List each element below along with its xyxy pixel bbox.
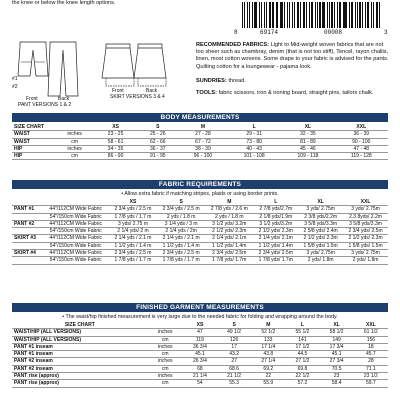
column-header: XXL [354, 322, 388, 329]
table-cell: inches [148, 358, 183, 365]
table-row [12, 220, 388, 227]
table-cell: SKIRT #4 [12, 250, 42, 257]
finished-measurements-table [12, 322, 388, 388]
table-row [12, 206, 388, 213]
table-cell: 27 1/2 [285, 358, 319, 365]
table-cell: 2 1/4 yds/ 2.1m [253, 235, 298, 242]
column-header: S [137, 124, 179, 131]
table-cell: 52 1/2 [251, 329, 285, 336]
tools-title: TOOLS: [196, 90, 218, 96]
column-header: M [179, 124, 227, 131]
column-header: SIZE CHART [12, 322, 148, 329]
table-row [12, 351, 388, 358]
table-cell: cm [148, 351, 183, 358]
table-cell: 58 1/2 [320, 329, 354, 336]
fabric-note [12, 191, 388, 197]
table-cell: 119 - 128 [335, 153, 388, 160]
table-cell: 43.2 [217, 351, 251, 358]
table-cell: 47 - 48 [335, 145, 388, 152]
barcode-bar [343, 2, 344, 28]
table-cell: 54"/150cm Wide Fabric [42, 242, 108, 249]
table-cell: cm [148, 365, 183, 372]
table-cell: 3 yds/ 2.75m [298, 250, 343, 257]
table-cell: 26 3/4 [183, 358, 217, 365]
barcode-bar [367, 2, 370, 28]
table-cell: 69.2 [251, 365, 285, 372]
table-cell: WAIST/HIP (ALL VERSIONS) [12, 329, 148, 336]
table-row [12, 343, 388, 350]
top-text: the knee or below the knee length options. [12, 0, 116, 6]
table-row [12, 365, 388, 372]
barcode-bar [362, 2, 363, 28]
pant-back-label: Back [58, 96, 70, 102]
table-cell: 1 5/8 yds/ 1.5m [298, 242, 343, 249]
table-cell: 3 1/4 yds / 3 m [157, 220, 205, 227]
table-row [12, 228, 388, 235]
table-cell: 47 [183, 329, 217, 336]
table-cell: WAIST [12, 131, 55, 138]
barcode-bar [344, 2, 347, 28]
table-cell: 1 7/8 yds / 1.7 m [157, 257, 205, 264]
garment-illustration [12, 38, 192, 108]
finished-note [12, 314, 388, 320]
table-cell: PANT rise (approx) [12, 380, 148, 387]
table-row [12, 358, 388, 365]
table-cell: 29 - 31 [227, 131, 281, 138]
column-header: XL [320, 322, 354, 329]
barcode [234, 2, 388, 38]
table-row [12, 250, 388, 257]
table-cell: 54"/150cm Wide Fabric [42, 257, 108, 264]
barcode-bar [303, 2, 306, 28]
column-header: L [253, 199, 298, 206]
table-cell: 109 - 118 [281, 153, 334, 160]
table-cell: 3 5/8 yds/3.3m [298, 220, 343, 227]
barcode-bar [379, 2, 380, 28]
table-cell: 2 yds / 1.8 m [157, 213, 205, 220]
table-cell: 44.5 [285, 351, 319, 358]
table-cell: cm [148, 380, 183, 387]
column-header: XL [298, 199, 343, 206]
barcode-bar [261, 2, 263, 28]
column-header: XXL [343, 199, 388, 206]
table-cell [12, 257, 42, 264]
barcode-bar [319, 2, 321, 28]
garment-drawing [12, 38, 192, 108]
table-cell: 27 - 28 [179, 131, 227, 138]
table-cell: 59.7 [354, 380, 388, 387]
table-cell: 17 3/4 [320, 343, 354, 350]
fabrics-text: Light to Mid-weight woven fabrics that are not too sheer such as chambray, denim (that is not too stiff), Tencel, rayon challis, linen, most cotton wovens. Some drape to your fabric is advised for the pants. Quilting cotton for a loungewear - pajama look. [196, 42, 389, 70]
table-cell: 36 3/4 [183, 343, 217, 350]
table-row [12, 329, 388, 336]
table-cell: 2 3/4 yds / 2.5 m [109, 250, 157, 257]
column-header: L [227, 124, 281, 131]
table-cell: 54"/150cm Wide Fabric [42, 213, 108, 220]
table-cell: 1 1/2 yds/ 1.4m [253, 242, 298, 249]
barcode-bar [269, 2, 271, 28]
barcode-bar [331, 2, 333, 28]
pant-front-label: Front [26, 96, 38, 102]
sundries [196, 78, 392, 85]
table-cell: 2 3/4 yds/ 2.5m [253, 250, 298, 257]
sundries-text: thread. [228, 78, 246, 84]
table-cell: 1 1/2 yds / 1.4 m [109, 242, 157, 249]
table-cell: 2.3 8yds/ 2.2m [343, 213, 388, 220]
table-cell: 3 yds/ 2.75m [343, 250, 388, 257]
table-cell: 18 [354, 343, 388, 350]
table-row [12, 145, 388, 152]
barcode-bar [373, 2, 374, 28]
table-cell: 17 1/2 [285, 343, 319, 350]
body-measurements-title: BODY MEASUREMENTS [12, 113, 388, 122]
column-header [12, 199, 109, 206]
tools [196, 90, 392, 97]
fabric-note-text: Allow extra fabric if matching stripes, plaids or using border prints. [124, 191, 279, 197]
table-cell: 55 1/2 [285, 329, 319, 336]
table-cell: 25 - 26 [137, 131, 179, 138]
table-cell: 90 - 100 [335, 138, 388, 145]
pant-caption: PANT VERSIONS 1 & 2 [18, 102, 72, 108]
table-cell: 38 - 39 [179, 145, 227, 152]
table-cell: 70.5 [320, 365, 354, 372]
table-cell: 2 1/2 yds/ 2.3m [253, 228, 298, 235]
table-cell: 2 1/8 yds/1.9m [253, 213, 298, 220]
table-cell: PANT #2 inseam [12, 358, 148, 365]
table-cell: inches [55, 145, 95, 152]
table-cell: 156 [354, 336, 388, 343]
barcode-bar [294, 2, 295, 28]
table-cell: 21 1/4 [183, 373, 217, 380]
barcode-digit-right: 3 [384, 29, 388, 36]
table-cell: 2 3/4 yds/ 2.5m [205, 250, 253, 257]
column-header: XS [95, 124, 137, 131]
table-cell: 23 [320, 373, 354, 380]
table-cell: 2 1/2 yds/ 2.3m [343, 235, 388, 242]
table-cell: 119 [183, 336, 217, 343]
table-cell: 81 - 89 [281, 138, 334, 145]
table-cell: 101 - 108 [227, 153, 281, 160]
table-cell: 49 1/2 [217, 329, 251, 336]
column-header: XL [281, 124, 334, 131]
table-cell: PANT #2 [12, 220, 42, 227]
table-cell: 45.7 [354, 351, 388, 358]
table-cell: 45.1 [320, 351, 354, 358]
table-cell: 3 yds/ 2.75 m [109, 220, 157, 227]
barcode-bar [247, 2, 249, 28]
table-cell: PANT rise (approx) [12, 373, 148, 380]
table-cell: 2 1/4 yds / 2.1 m [157, 235, 205, 242]
finished-note-text: The waist/hip finished measurement is very large due to the needed fabric for folding and wrapping around the body. [65, 314, 338, 320]
table-cell: 149 [320, 336, 354, 343]
tools-text: fabric scissors, iron & ironing board, straight pins, tailors chalk. [218, 90, 374, 96]
table-cell: inches [148, 329, 183, 336]
bullet-icon: • [121, 191, 125, 197]
column-header: L [285, 322, 319, 329]
table-row [12, 380, 388, 387]
barcode-bar [357, 2, 358, 28]
barcode-bar [284, 2, 285, 28]
table-cell: 133 [251, 336, 285, 343]
barcode-bar [339, 2, 341, 28]
table-cell: 71.1 [354, 365, 388, 372]
table-row [12, 336, 388, 343]
table-cell [12, 213, 42, 220]
table-cell: WAIST [12, 138, 55, 145]
barcode-bar [292, 2, 293, 28]
barcode-bar [315, 2, 316, 28]
table-cell: 21 1/2 [217, 373, 251, 380]
table-cell: cm [55, 138, 95, 145]
table-cell: HIP [12, 145, 55, 152]
column-header [148, 322, 183, 329]
table-row [12, 153, 388, 160]
finished-measurements-title: FINISHED GARMENT MEASUREMENTS [12, 303, 388, 312]
table-cell: 17 1/4 [251, 343, 285, 350]
table-cell: 36 - 39 [335, 131, 388, 138]
table-cell: 54 [183, 380, 217, 387]
skirt-front-label: Front [112, 88, 124, 94]
table-cell: 1 1/2 yds / 1.4 m [157, 242, 205, 249]
table-cell: 2 1/4 yds/ 2.1m [205, 235, 253, 242]
table-cell: PANT #1 inseam [12, 351, 148, 358]
barcode-bar [349, 2, 350, 28]
table-cell: cm [148, 336, 183, 343]
barcode-bar [277, 2, 278, 28]
barcode-digits-1: 69174 [260, 29, 279, 36]
barcode-bar [334, 2, 335, 28]
table-cell: 67 - 72 [179, 138, 227, 145]
table-cell: PANT #2 inseam [12, 365, 148, 372]
table-cell: 54"/150cm Wide Fabric [42, 228, 108, 235]
barcode-bar [317, 2, 318, 28]
table-cell: 2 1/4 yds / 2m [157, 228, 205, 235]
barcode-bar [327, 2, 328, 28]
barcode-bar [351, 2, 353, 28]
barcode-bar [365, 2, 366, 28]
table-cell: 55.3 [217, 380, 251, 387]
table-cell: 22 [251, 373, 285, 380]
column-header: SIZE CHART [12, 124, 95, 131]
barcode-bar [244, 2, 245, 28]
barcode-bar [272, 2, 274, 28]
table-cell: 1 7/8 yds / 1.7 m [109, 213, 157, 220]
column-header: S [217, 322, 251, 329]
table-cell: 22 1/2 [285, 373, 319, 380]
table-row [12, 131, 388, 138]
barcode-bar [371, 2, 372, 28]
table-cell: 32 - 35 [281, 131, 334, 138]
fabric-requirements-table [12, 199, 388, 265]
table-cell: 34 - 35 [95, 145, 137, 152]
table-cell: 86 - 90 [95, 153, 137, 160]
table-cell: 91 - 95 [137, 153, 179, 160]
table-cell [12, 242, 42, 249]
table-row [12, 138, 388, 145]
barcode-bar [254, 2, 257, 28]
table-cell: 2 yds / 1.8 m [205, 213, 253, 220]
column-header: M [251, 322, 285, 329]
fabric-requirements-title: FABRIC REQUIREMENTS [12, 180, 388, 189]
table-cell: 55.9 [251, 380, 285, 387]
barcode-bar [297, 2, 299, 28]
barcode-bar [311, 2, 313, 28]
table-cell: PANT #1 [12, 206, 42, 213]
table-cell: inches [148, 343, 183, 350]
barcode-bar [376, 2, 378, 28]
table-cell: 2 yds/ 1.8m [343, 257, 388, 264]
barcode-digits-2: 00008 [324, 29, 343, 36]
sundries-title: SUNDRIES: [196, 78, 227, 84]
table-cell: 3 5/8 yds/3.3m [343, 220, 388, 227]
table-cell: 69.8 [285, 365, 319, 372]
table-cell: 44"/112CM Wide Fabric [42, 206, 108, 213]
table-cell: 2 1/4 yds / 2.1 m [109, 235, 157, 242]
table-cell: 3 yds/ 2.75m [298, 206, 343, 213]
barcode-bar [309, 2, 310, 28]
table-cell: 2 3/4 yds / 2.5 m [157, 250, 205, 257]
table-cell: 1 7/8 yds/ 1.7m [205, 257, 253, 264]
barcode-bar [355, 2, 356, 28]
table-cell: 1 5/8 yds/ 1.5m [343, 242, 388, 249]
table-cell: 2 3/4 yds/ 2.5m [343, 228, 388, 235]
table-cell: 2 1/4 yds/ 2 m [109, 228, 157, 235]
table-cell: SKIRT #3 [12, 235, 42, 242]
table-cell: 3 1/2 yds/ 3.2m [205, 220, 253, 227]
table-cell: 40 - 43 [227, 145, 281, 152]
table-cell: HIP [12, 153, 55, 160]
barcode-bar [249, 2, 250, 28]
table-cell: 27 3/4 [320, 358, 354, 365]
table-cell: 23 1/2 [354, 373, 388, 380]
column-header: M [205, 199, 253, 206]
table-cell: 57.2 [285, 380, 319, 387]
recommended-fabrics [196, 42, 392, 71]
barcode-bar [280, 2, 283, 28]
table-cell: WAIST/HIP (ALL VERSIONS) [12, 336, 148, 343]
barcode-bar [329, 2, 330, 28]
table-cell: 58 - 61 [95, 138, 137, 145]
table-cell: 2 5/8 yds/ 2.4m [298, 228, 343, 235]
barcode-digit-left: 8 [234, 29, 238, 36]
table-cell: 1 7/8 yds / 1.7 m [109, 257, 157, 264]
table-cell: 96 - 100 [179, 153, 227, 160]
barcode-bar [287, 2, 288, 28]
table-cell: 2 3/4 yds / 2.5 m [109, 206, 157, 213]
table-cell: 44"/112CM Wide Fabric [42, 220, 108, 227]
table-cell: 73 - 80 [227, 138, 281, 145]
table-cell: 3 1/2 yds/3.2m [253, 220, 298, 227]
table-row [12, 257, 388, 264]
table-cell: 3 yds/ 2.75m [343, 206, 388, 213]
table-row [12, 242, 388, 249]
barcode-bar [266, 2, 267, 28]
table-cell: 1 1/2 yds/ 1.4m [205, 242, 253, 249]
table-cell: 43.8 [251, 351, 285, 358]
fabrics-title: RECOMMENDED FABRICS: [196, 42, 270, 48]
skirt-caption: SKIRT VERSIONS 3 & 4 [110, 94, 165, 100]
table-cell: 2 3/4 yds / 2.5 m [157, 206, 205, 213]
barcode-bar [264, 2, 265, 28]
barcode-bar [259, 2, 260, 28]
barcode-bar [276, 2, 277, 28]
table-cell: 58.4 [320, 380, 354, 387]
table-row [12, 373, 388, 380]
column-header: XS [109, 199, 157, 206]
table-cell: 44"/112CM Wide Fabric [42, 250, 108, 257]
table-cell: PANT #1 inseam [12, 343, 148, 350]
table-cell [12, 228, 42, 235]
table-cell: 45 - 46 [281, 145, 334, 152]
barcode-bar [252, 2, 253, 28]
barcode-bars [242, 2, 382, 28]
barcode-bar [322, 2, 325, 28]
column-header: XXL [335, 124, 388, 131]
table-cell: 2 7/8 yds/2.7m [253, 206, 298, 213]
table-cell: cm [55, 153, 95, 160]
table-cell: 36 - 37 [137, 145, 179, 152]
table-cell: 1 7/8 yds/ 1.7m [253, 257, 298, 264]
table-cell: 68.6 [217, 365, 251, 372]
body-measurements-table [12, 124, 388, 160]
column-header: S [157, 199, 205, 206]
table-row [12, 235, 388, 242]
table-cell: 68 [183, 365, 217, 372]
bullet-icon: • [62, 314, 66, 320]
table-cell: 2 yds/ 1.8m [298, 257, 343, 264]
barcode-bar [306, 2, 307, 28]
table-row [12, 213, 388, 220]
column-header: XS [183, 322, 217, 329]
table-cell: 2 1/2 yds/ 2.3m [298, 235, 343, 242]
table-cell: 44"/112CM Wide Fabric [42, 235, 108, 242]
label-version-2: #2 [12, 84, 18, 90]
skirt-back-label: Back [146, 88, 158, 94]
table-cell: 23 - 25 [95, 131, 137, 138]
barcode-bar [359, 2, 361, 28]
table-cell: 2 7/8 yds / 2.6 m [205, 206, 253, 213]
barcode-bar [242, 2, 243, 28]
table-cell: 17 [217, 343, 251, 350]
table-cell: inches [55, 131, 95, 138]
label-version-1: #1 [12, 76, 18, 82]
table-cell: 45.1 [183, 351, 217, 358]
table-cell: 126 [217, 336, 251, 343]
table-cell: 28 [354, 358, 388, 365]
table-cell: 2 1/2 yds/ 2.3m [205, 228, 253, 235]
table-cell: 27 [217, 358, 251, 365]
barcode-bar [337, 2, 338, 28]
table-cell: 27 1/4 [251, 358, 285, 365]
table-cell: inches [148, 373, 183, 380]
table-cell: 2 3/8 yds/2.2m [298, 213, 343, 220]
barcode-bar [300, 2, 301, 28]
table-cell: 61 1/2 [354, 329, 388, 336]
table-cell: 62 - 66 [137, 138, 179, 145]
table-cell: 141 [285, 336, 319, 343]
barcode-bar [289, 2, 291, 28]
